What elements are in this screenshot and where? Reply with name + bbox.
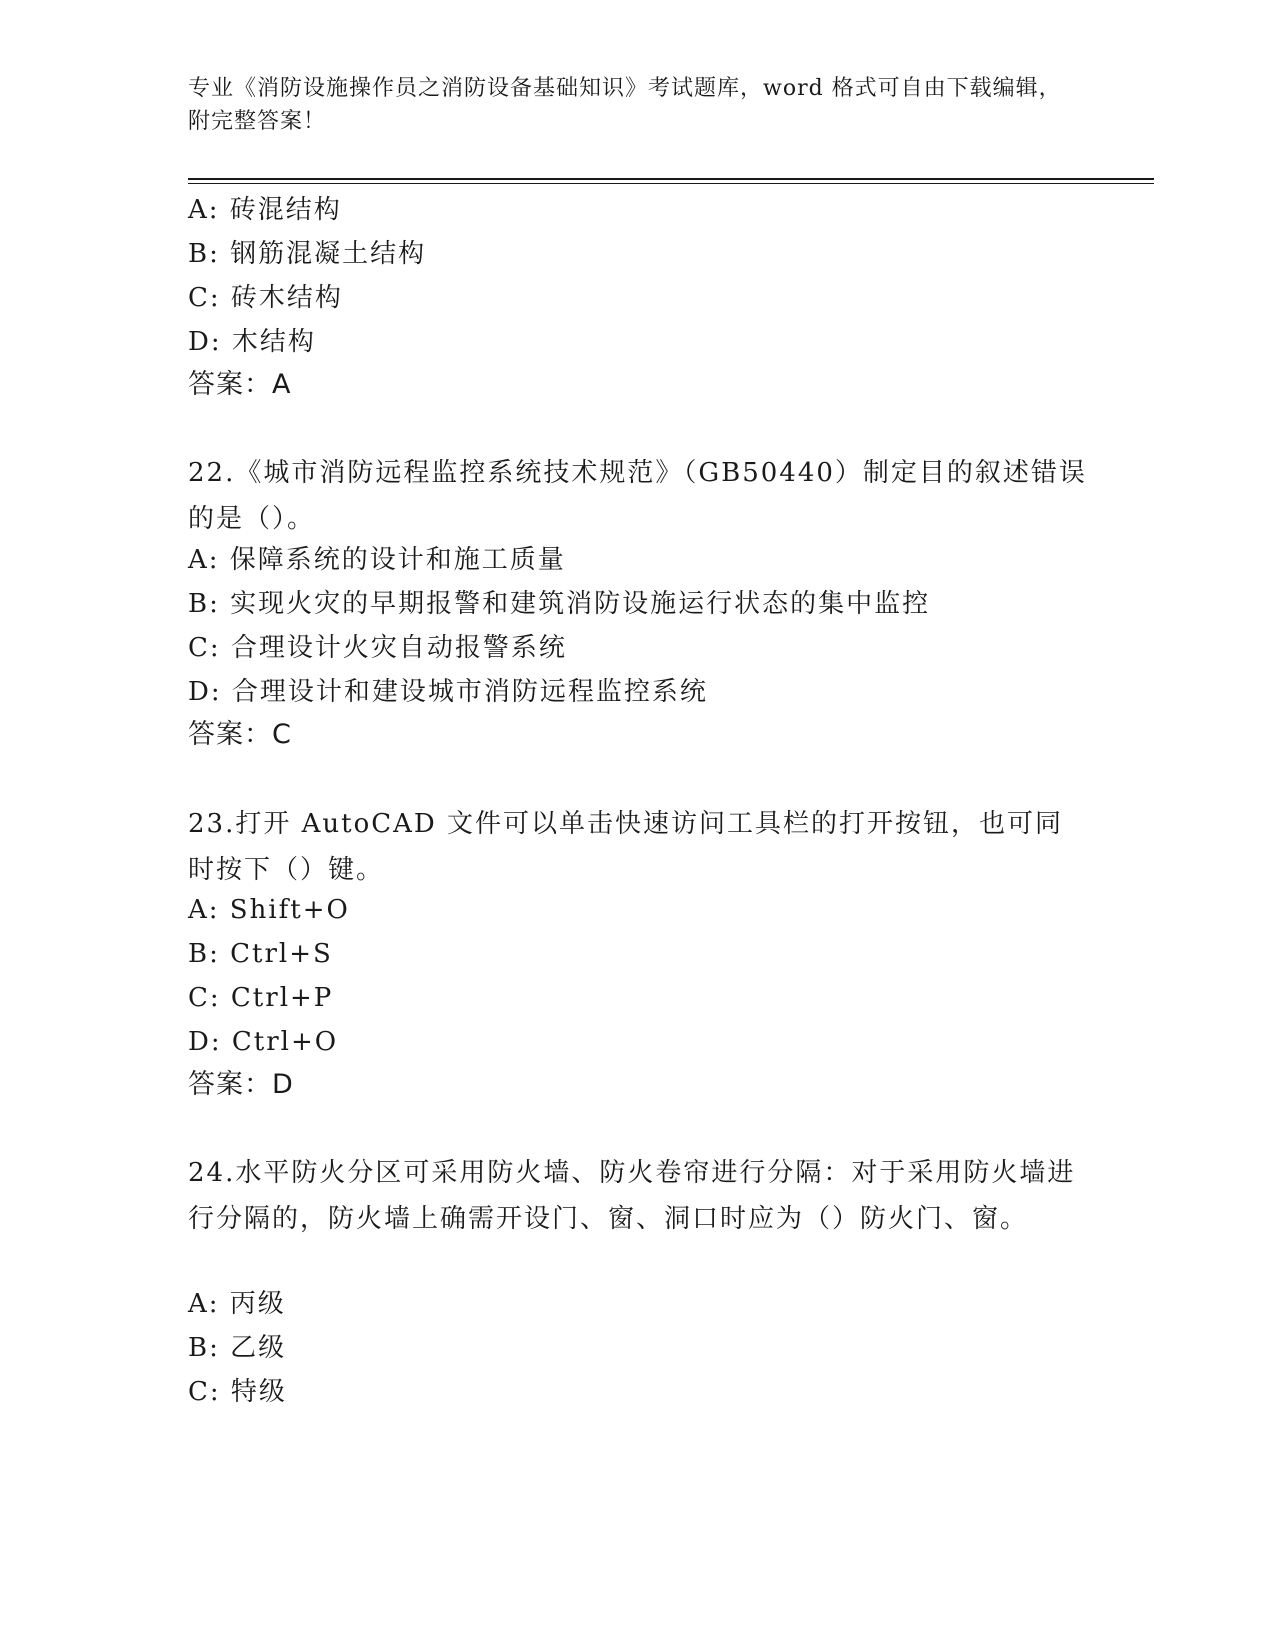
q23-answer: 答案：D bbox=[188, 1069, 294, 1100]
q23-option-d: D: Ctrl+O bbox=[188, 1027, 339, 1057]
q23-stem: 23.打开 AutoCAD 文件可以单击快速访问工具栏的打开按钮，也可同时按下（）键。 bbox=[188, 809, 1064, 885]
q24-option-a: A: 丙级 bbox=[188, 1289, 286, 1319]
q22-option-d: D: 合理设计和建设城市消防远程监控系统 bbox=[188, 677, 708, 707]
q23-option-b: B: Ctrl+S bbox=[188, 939, 333, 969]
q23-option-c: C: Ctrl+P bbox=[188, 983, 334, 1013]
q24-option-b: B: 乙级 bbox=[188, 1333, 287, 1363]
q22-stem: 22.《城市消防远程监控系统技术规范》（GB50440）制定目的叙述错误的是（）。 bbox=[188, 458, 1087, 534]
document-header: 专业《消防设施操作员之消防设备基础知识》考试题库，word 格式可自由下载编辑，附完整答案！ bbox=[188, 76, 1062, 134]
q21-answer: 答案：A bbox=[188, 369, 292, 400]
q22-option-b: B: 实现火灾的早期报警和建筑消防设施运行状态的集中监控 bbox=[188, 589, 931, 619]
header-divider-thin bbox=[188, 183, 1154, 184]
q23-option-a: A: Shift+O bbox=[188, 895, 350, 925]
q24-option-c: C: 特级 bbox=[188, 1377, 287, 1407]
q21-option-b: B: 钢筋混凝土结构 bbox=[188, 239, 427, 269]
header-divider bbox=[188, 178, 1154, 180]
q21-option-d: D: 木结构 bbox=[188, 327, 316, 357]
q22-option-a: A: 保障系统的设计和施工质量 bbox=[188, 545, 566, 575]
q21-option-a: A: 砖混结构 bbox=[188, 195, 342, 225]
q22-answer: 答案：C bbox=[188, 719, 292, 750]
q24-stem: 24.水平防火分区可采用防火墙、防火卷帘进行分隔：对于采用防火墙进行分隔的，防火墙上确需开设门、窗、洞口时应为（）防火门、窗。 bbox=[188, 1158, 1076, 1234]
q22-option-c: C: 合理设计火灾自动报警系统 bbox=[188, 633, 567, 663]
q21-option-c: C: 砖木结构 bbox=[188, 283, 343, 313]
